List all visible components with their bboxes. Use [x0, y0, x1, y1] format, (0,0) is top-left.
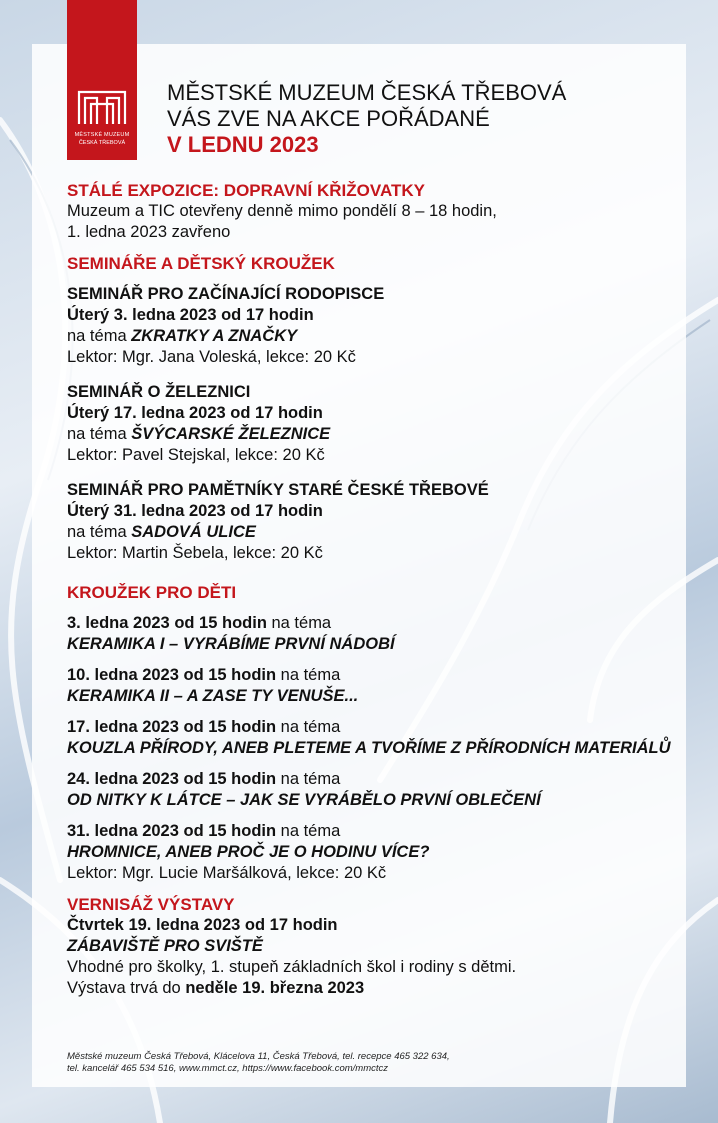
kids-date: 10. ledna 2023 od 15 hodin	[67, 666, 277, 684]
kids-topic: KOUZLA PŘÍRODY, ANEB PLETEME A TVOŘÍME Z PŘÍRODNÍCH MATERIÁLŮ	[67, 739, 671, 757]
footer-line2: tel. kancelář 465 534 516, www.mmct.cz, https://www.facebook.com/mmctcz	[67, 1063, 389, 1074]
kids-topic-suffix: na téma	[276, 770, 341, 788]
kids-topic-suffix: na téma	[276, 666, 341, 684]
kids-item	[67, 613, 687, 655]
seminar-name: SEMINÁŘ PRO ZAČÍNAJÍCÍ RODOPISCE	[67, 285, 385, 303]
footer-contact	[67, 1051, 450, 1075]
kids-date: 3. ledna 2023 od 15 hodin	[67, 614, 267, 632]
expo-title: STÁLÉ EXPOZICE: DOPRAVNÍ KŘIŽOVATKY	[67, 181, 425, 200]
kids-item	[67, 665, 687, 707]
seminar-name: SEMINÁŘ PRO PAMĚTNÍKY STARÉ ČESKÉ TŘEBOVÉ	[67, 481, 489, 499]
kids-date: 24. ledna 2023 od 15 hodin	[67, 770, 277, 788]
vernissage-until-date: neděle 19. března 2023	[185, 979, 365, 997]
kids-date: 17. ledna 2023 od 15 hodin	[67, 718, 277, 736]
kids-topic: KERAMIKA I – VYRÁBÍME PRVNÍ NÁDOBÍ	[67, 635, 395, 653]
seminar-date: Úterý 31. ledna 2023 od 17 hodin	[67, 502, 323, 520]
kids-lector: Lektor: Mgr. Lucie Maršálková, lekce: 20 Kč	[67, 864, 387, 882]
seminar-lector: Lektor: Martin Šebela, lekce: 20 Kč	[67, 544, 323, 562]
seminars-title: SEMINÁŘE A DĚTSKÝ KROUŽEK	[67, 254, 335, 273]
seminar-topic: ZKRATKY A ZNAČKY	[131, 327, 298, 345]
seminar-lector: Lektor: Mgr. Jana Voleská, lekce: 20 Kč	[67, 348, 356, 366]
kids-item	[67, 717, 687, 759]
seminar-topic-prefix: na téma	[67, 327, 132, 345]
seminar-lector: Lektor: Pavel Stejskal, lekce: 20 Kč	[67, 446, 325, 464]
expo-closed: 1. ledna 2023 zavřeno	[67, 223, 231, 241]
seminar-item	[67, 480, 687, 564]
seminar-topic: SADOVÁ ULICE	[131, 523, 256, 541]
expo-hours: Muzeum a TIC otevřeny denně mimo pondělí 8 – 18 hodin,	[67, 202, 497, 220]
seminar-name: SEMINÁŘ O ŽELEZNICI	[67, 383, 251, 401]
kids-topic-suffix: na téma	[276, 718, 341, 736]
kids-topic: OD NITKY K LÁTCE – JAK SE VYRÁBĚLO PRVNÍ OBLEČENÍ	[67, 791, 541, 809]
kids-topic-suffix: na téma	[266, 614, 332, 632]
museum-building-icon	[77, 86, 127, 126]
kids-title: KROUŽEK PRO DĚTI	[67, 583, 237, 602]
footer-line1: Městské muzeum Česká Třebová, Klácelova 11, Česká Třebová, tel. recepce 465 322 634,	[67, 1051, 450, 1062]
vernissage-title: VERNISÁŽ VÝSTAVY	[67, 895, 235, 914]
heading-month: V LEDNU 2023	[167, 132, 319, 157]
vernissage-name: ZÁBAVIŠTĚ PRO SVIŠTĚ	[67, 937, 263, 955]
seminar-topic-prefix: na téma	[67, 425, 132, 443]
logo-text-line1: MĚSTSKÉ MUZEUM	[74, 132, 130, 138]
page-heading	[167, 80, 566, 158]
heading-line2: VÁS ZVE NA AKCE POŘÁDANÉ	[167, 106, 490, 131]
event-list	[67, 180, 687, 999]
seminar-topic: ŠVÝCARSKÉ ŽELEZNICE	[131, 425, 331, 443]
kids-item	[67, 821, 687, 863]
kids-date: 31. ledna 2023 od 15 hodin	[67, 822, 277, 840]
museum-logo	[67, 0, 137, 160]
seminar-item	[67, 382, 687, 466]
seminar-date: Úterý 17. ledna 2023 od 17 hodin	[67, 404, 323, 422]
kids-topic: HROMNICE, ANEB PROČ JE O HODINU VÍCE?	[67, 843, 430, 861]
kids-topic-suffix: na téma	[276, 822, 341, 840]
seminar-topic-prefix: na téma	[67, 523, 132, 541]
vernissage-date: Čtvrtek 19. ledna 2023 od 17 hodin	[67, 916, 338, 934]
seminar-date: Úterý 3. ledna 2023 od 17 hodin	[67, 306, 314, 324]
vernissage-until-prefix: Výstava trvá do	[67, 979, 186, 997]
kids-topic: KERAMIKA II – A ZASE TY VENUŠE...	[67, 687, 359, 705]
seminar-item	[67, 284, 687, 368]
heading-line1: MĚSTSKÉ MUZEUM ČESKÁ TŘEBOVÁ	[167, 80, 567, 105]
logo-text-line2: ČESKÁ TŘEBOVÁ	[78, 140, 126, 146]
kids-item	[67, 769, 687, 811]
vernissage-desc: Vhodné pro školky, 1. stupeň základních škol i rodiny s dětmi.	[67, 958, 517, 976]
